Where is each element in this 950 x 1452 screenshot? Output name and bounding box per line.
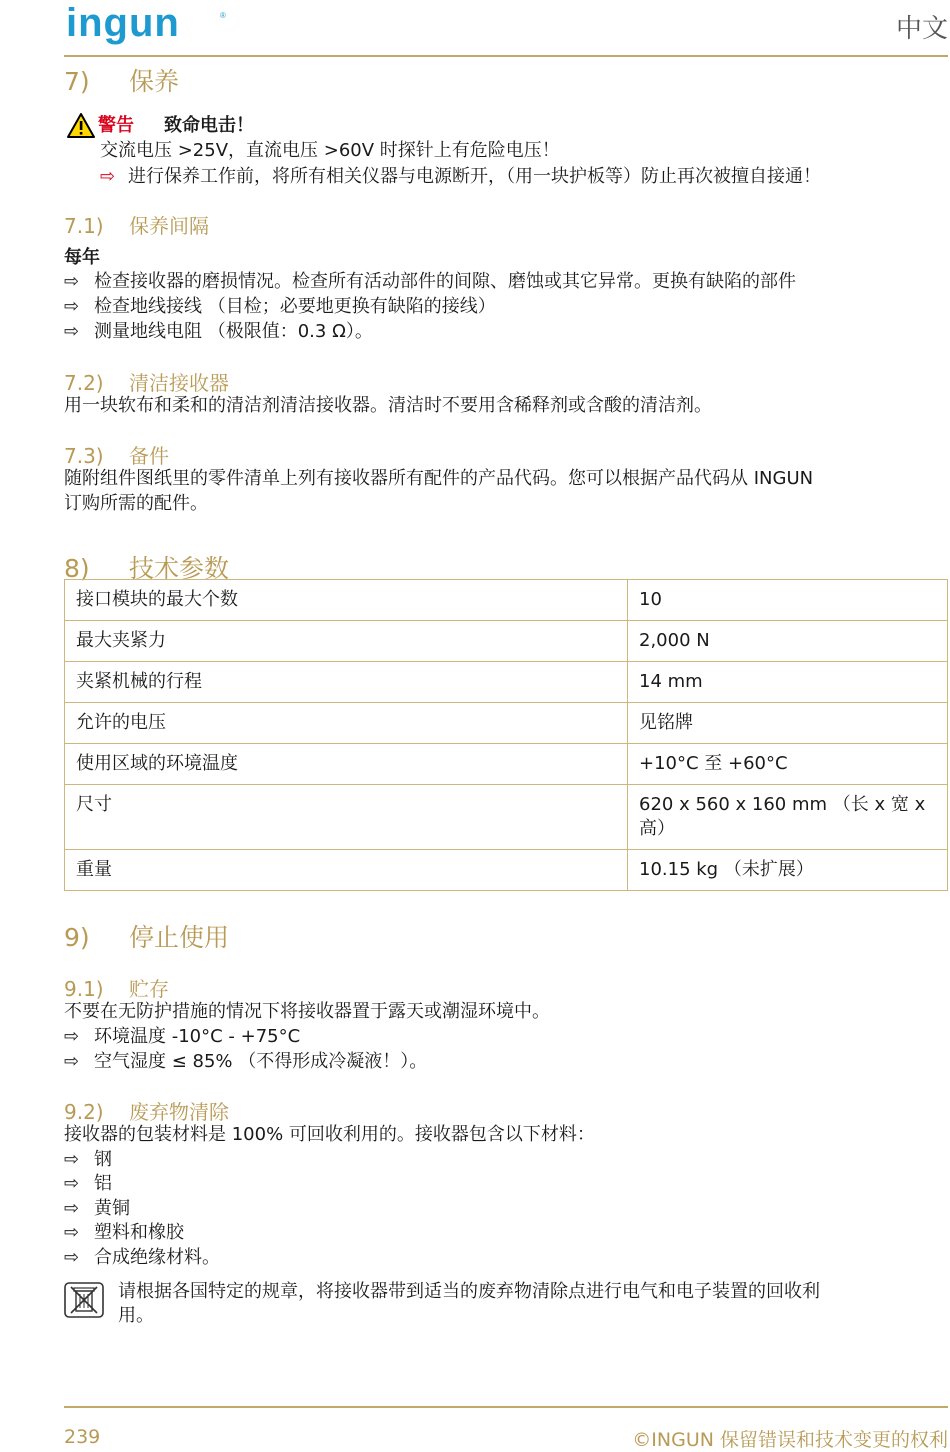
spec-key: 最大夹紧力 <box>65 621 628 662</box>
arrow-right-icon: ⇨ <box>64 271 80 292</box>
spec-key: 使用区域的环境温度 <box>65 744 628 785</box>
tech-specs-table <box>64 579 948 891</box>
section-title: 贮存 <box>129 977 169 1001</box>
list-item-text: 测量地线电阻 （极限值：0.3 Ω）。 <box>94 321 373 342</box>
disposal-text: 接收器的包装材料是 100% 可回收利用的。接收器包含以下材料： <box>64 1124 595 1145</box>
weee-bin-icon <box>64 1282 104 1323</box>
list-item-text: 合成绝缘材料。 <box>94 1247 220 1268</box>
list-item-text: 钢 <box>94 1149 112 1170</box>
spec-value: 14 mm <box>628 662 948 703</box>
arrow-right-icon: ⇨ <box>64 1198 80 1219</box>
warning-block <box>64 110 944 190</box>
spec-key: 允许的电压 <box>65 703 628 744</box>
spec-key: 尺寸 <box>65 785 628 850</box>
section-title: 保养间隔 <box>129 214 209 238</box>
list-item <box>64 1197 130 1221</box>
section-number: 8) <box>64 554 90 583</box>
warning-instruction-text: 进行保养工作前，将所有相关仪器与电源断开，（用一块护板等）防止再次被擅自接通！ <box>128 166 821 187</box>
arrow-right-icon: ⇨ <box>64 321 80 342</box>
section-9-1-heading <box>64 973 169 1002</box>
list-item <box>64 295 496 319</box>
list-item <box>64 1246 220 1270</box>
warning-title: 致命电击！ <box>164 115 254 136</box>
warning-triangle-icon <box>66 112 96 144</box>
list-item <box>64 1148 112 1172</box>
section-7-heading <box>64 62 179 98</box>
arrow-right-icon: ⇨ <box>64 1173 80 1194</box>
section-title: 清洁接收器 <box>129 371 229 395</box>
spec-key: 重量 <box>65 850 628 891</box>
table-row <box>65 621 948 662</box>
spec-value: +10°C 至 +60°C <box>628 744 948 785</box>
svg-text:®: ® <box>220 11 226 20</box>
logo-text: ingun <box>66 4 180 45</box>
arrow-right-icon: ⇨ <box>100 166 116 187</box>
section-number: 7.2) <box>64 371 104 395</box>
section-7-3-heading <box>64 440 169 469</box>
list-item-text: 检查地线接线 （目检；必要地更换有缺陷的接线） <box>94 296 496 317</box>
list-item <box>64 320 373 344</box>
arrow-right-icon: ⇨ <box>64 1247 80 1268</box>
language-label: 中文 <box>895 14 948 44</box>
arrow-right-icon: ⇨ <box>64 296 80 317</box>
page-number: 239 <box>64 1426 101 1448</box>
warning-label: 警告 <box>98 115 134 136</box>
table-row <box>65 744 948 785</box>
spec-key: 接口模块的最大个数 <box>65 580 628 621</box>
section-title: 停止使用 <box>129 923 230 952</box>
list-item <box>64 1172 112 1196</box>
section-number: 9.1) <box>64 977 104 1001</box>
spare-parts-text-line2: 订购所需的配件。 <box>64 493 208 514</box>
section-7-2-heading <box>64 367 229 396</box>
section-9-2-heading <box>64 1096 229 1125</box>
disposal-note-line2: 用。 <box>118 1305 154 1326</box>
section-title: 废弃物清除 <box>129 1100 229 1124</box>
section-number: 9.2) <box>64 1100 104 1124</box>
spec-value: 620 x 560 x 160 mm （长 x 宽 x 高） <box>628 785 948 850</box>
table-row <box>65 580 948 621</box>
arrow-right-icon: ⇨ <box>64 1149 80 1170</box>
copyright-notice: ©INGUN 保留错误和技术变更的权利 <box>632 1429 948 1451</box>
section-number: 7) <box>64 67 90 96</box>
section-7-1-heading <box>64 210 209 239</box>
ingun-logo-mark <box>66 4 241 48</box>
section-number: 7.3) <box>64 444 104 468</box>
section-number: 9) <box>64 923 90 952</box>
list-item-text: 空气湿度 ≤ 85% （不得形成冷凝液！）。 <box>94 1051 428 1072</box>
list-item-text: 塑料和橡胶 <box>94 1222 184 1243</box>
list-item-text: 检查接收器的磨损情况。检查所有活动部件的间隙、磨蚀或其它异常。更换有缺陷的部件 <box>94 271 796 292</box>
section-number: 7.1) <box>64 214 104 238</box>
table-row <box>65 703 948 744</box>
list-item-text: 铝 <box>94 1173 112 1194</box>
list-item-text: 黄铜 <box>94 1198 130 1219</box>
section-title: 备件 <box>129 444 169 468</box>
header-rule <box>64 55 948 57</box>
spec-value: 10.15 kg （未扩展） <box>628 850 948 891</box>
section-title: 保养 <box>129 67 180 96</box>
table-row <box>65 785 948 850</box>
list-item <box>64 1221 184 1245</box>
section-9-heading <box>64 918 229 954</box>
storage-text: 不要在无防护措施的情况下将接收器置于露天或潮湿环境中。 <box>64 1001 550 1022</box>
arrow-right-icon: ⇨ <box>64 1026 80 1047</box>
list-item <box>64 1025 300 1049</box>
warning-text: 交流电压 >25V，直流电压 >60V 时探针上有危险电压！ <box>100 140 560 161</box>
ingun-logo <box>66 4 241 48</box>
list-item-text: 环境温度 -10°C - +75°C <box>94 1026 301 1047</box>
spec-key: 夹紧机械的行程 <box>65 662 628 703</box>
table-row <box>65 850 948 891</box>
list-item <box>64 270 796 294</box>
spare-parts-text-line1: 随附组件图纸里的零件清单上列有接收器所有配件的产品代码。您可以根据产品代码从 INGUN <box>64 468 814 489</box>
section-title: 技术参数 <box>129 554 230 583</box>
cleaning-text: 用一块软布和柔和的清洁剂清洁接收器。清洁时不要用含稀释剂或含酸的清洁剂。 <box>64 395 712 416</box>
interval-subheading: 每年 <box>64 247 100 268</box>
arrow-right-icon: ⇨ <box>64 1222 80 1243</box>
arrow-right-icon: ⇨ <box>64 1051 80 1072</box>
list-item <box>64 1050 427 1074</box>
spec-value: 2,000 N <box>628 621 948 662</box>
table-row <box>65 662 948 703</box>
spec-value: 10 <box>628 580 948 621</box>
footer-rule <box>64 1406 948 1408</box>
disposal-note-line1: 请根据各国特定的规章，将接收器带到适当的废弃物清除点进行电气和电子装置的回收利 <box>118 1281 820 1302</box>
warning-instruction <box>100 162 821 188</box>
spec-value: 见铭牌 <box>628 703 948 744</box>
